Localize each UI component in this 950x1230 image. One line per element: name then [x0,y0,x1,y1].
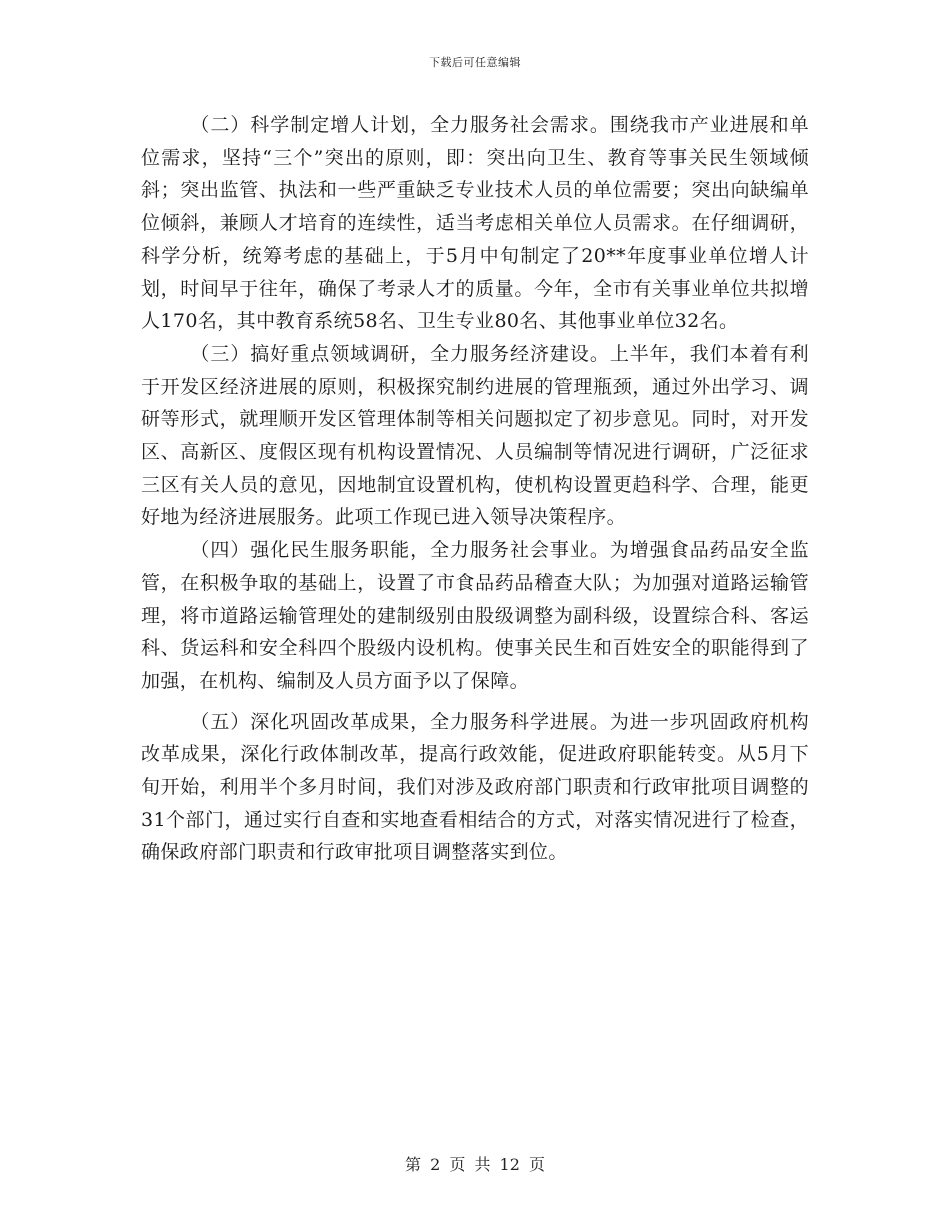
page-number-footer: 第 2 页 共 12 页 [405,1155,545,1174]
document-body [141,109,809,869]
paragraph-section-2: （二）科学制定增人计划，全力服务社会需求。围绕我市产业进展和单位需求，坚持“三个”突出的原则，即：突出向卫生、教育等事关民生领域倾斜；突出监管、执法和一些严重缺乏专业技术人员的单位需要；突出向缺编单位倾斜，兼顾人才培育的连续性，适当考虑相关单位人员需求。在仔细调研，科学分析，统筹考虑的基础上，于5月中旬制定了20**年度事业单位增人计划，时间早于往年，确保了考录人才的质量。今年，全市有关事业单位共拟增人170名，其中教育系统58名、卫生专业80名、其他事业单位32名。 [141,114,809,333]
paragraph-section-3: （三）搞好重点领域调研，全力服务经济建设。上半年，我们本着有利于开发区经济进展的原则，积极探究制约进展的管理瓶颈，通过外出学习、调研等形式，就理顺开发区管理体制等相关问题拟定了初步意见。同时，对开发区、高新区、度假区现有机构设置情况、人员编制等情况进行调研，广泛征求三区有关人员的意见，因地制宜设置机构，使机构设置更趋科学、合理，能更好地为经济进展服务。此项工作现已进入领导决策程序。 [141,342,809,529]
page-header: 下载后可任意编辑 [429,56,521,69]
paragraph-section-5: （五）深化巩固改革成果，全力服务科学进展。为进一步巩固政府机构改革成果，深化行政体制改革，提高行政效能，促进政府职能转变。从5月下旬开始，利用半个多月时间，我们对涉及政府部门职责和行政审批项目调整的31个部门，通过实行自查和实地查看相结合的方式，对落实情况进行了检查，确保政府部门职责和行政审批项目调整落实到位。 [141,710,809,864]
paragraph-section-4: （四）强化民生服务职能，全力服务社会事业。为增强食品药品安全监管，在积极争取的基础上，设置了市食品药品稽查大队；为加强对道路运输管理，将市道路运输管理处的建制级别由股级调整为副科级，设置综合科、客运科、货运科和安全科四个股级内设机构。使事关民生和百姓安全的职能得到了加强，在机构、编制及人员方面予以了保障。 [141,539,809,692]
